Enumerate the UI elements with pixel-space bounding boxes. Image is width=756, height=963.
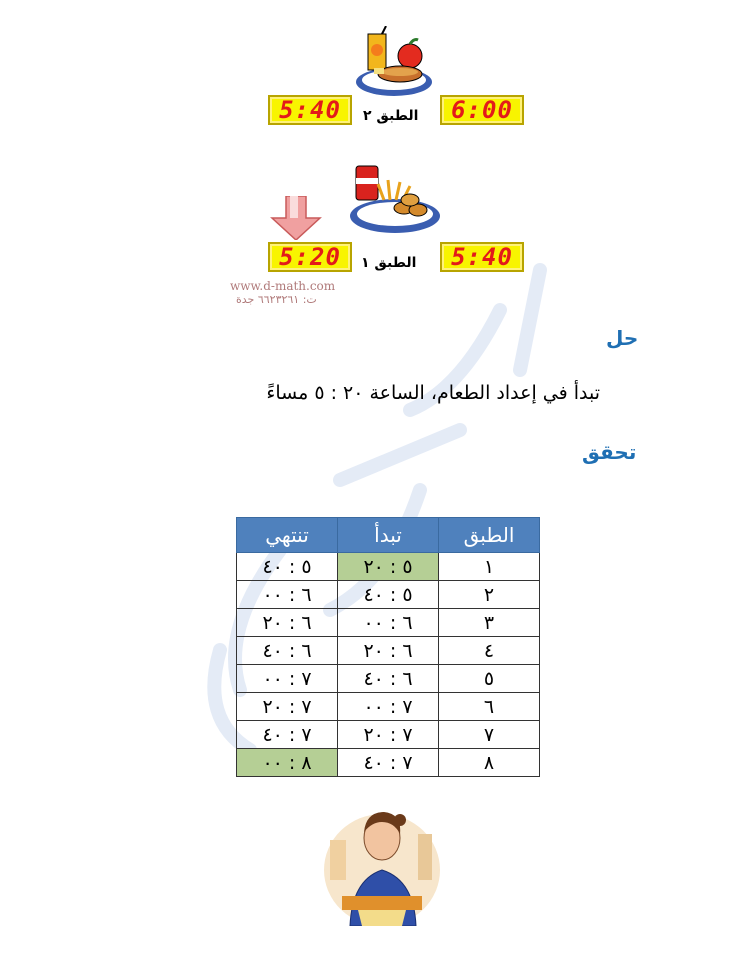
table-row [237,581,540,609]
cell-dish: ٣ [439,609,540,637]
cell-end: ٨ : ٠٠ [237,749,338,777]
cell-dish: ١ [439,553,540,581]
cell-end: ٥ : ٤٠ [237,553,338,581]
arrow-down-icon [270,196,322,240]
cell-start: ٧ : ٠٠ [338,693,439,721]
watermark-phone: ت: ٦٦٢٣٢٦١ جدة [236,293,317,306]
cook-woman-icon [322,800,442,926]
table-row [237,553,540,581]
cell-dish: ٧ [439,721,540,749]
cell-end: ٧ : ٢٠ [237,693,338,721]
cell-end: ٦ : ٠٠ [237,581,338,609]
cell-end: ٦ : ٢٠ [237,609,338,637]
schedule-table [236,517,540,777]
cell-dish: ٥ [439,665,540,693]
header-dish: الطبق [439,518,540,553]
cell-dish: ٢ [439,581,540,609]
juice-sandwich-apple-icon [354,26,434,98]
dish-2-start-clock: 5:40 [268,95,352,125]
cell-dish: ٨ [439,749,540,777]
cell-start: ٦ : ٢٠ [338,637,439,665]
cell-dish: ٤ [439,637,540,665]
table-row [237,665,540,693]
table-row [237,721,540,749]
dish-1-start-clock: 5:20 [268,242,352,272]
solution-sentence: تبدأ في إعداد الطعام، الساعة ٢٠ : ٥ مساءً [266,382,600,404]
cell-dish: ٦ [439,693,540,721]
table-row [237,749,540,777]
cell-start: ٥ : ٢٠ [338,553,439,581]
cell-start: ٧ : ٢٠ [338,721,439,749]
table-header-row [237,518,540,553]
cell-end: ٧ : ٠٠ [237,665,338,693]
header-end: تنتهي [237,518,338,553]
cell-start: ٦ : ٤٠ [338,665,439,693]
table-row [237,637,540,665]
soda-nuggets-fries-icon [348,160,442,236]
cell-start: ٦ : ٠٠ [338,609,439,637]
table-row [237,693,540,721]
verify-heading: تحقق [582,440,637,464]
dish-1-end-clock: 5:40 [440,242,524,272]
cell-start: ٥ : ٤٠ [338,581,439,609]
dish-2-end-clock: 6:00 [440,95,524,125]
solution-heading: حل [606,326,639,350]
header-start: تبدأ [338,518,439,553]
cell-end: ٧ : ٤٠ [237,721,338,749]
dish-1-label: الطبق ١ [361,255,417,271]
cell-start: ٧ : ٤٠ [338,749,439,777]
watermark-url: www.d-math.com [230,279,336,293]
table-row [237,609,540,637]
cell-end: ٦ : ٤٠ [237,637,338,665]
dish-2-label: الطبق ٢ [363,108,419,124]
